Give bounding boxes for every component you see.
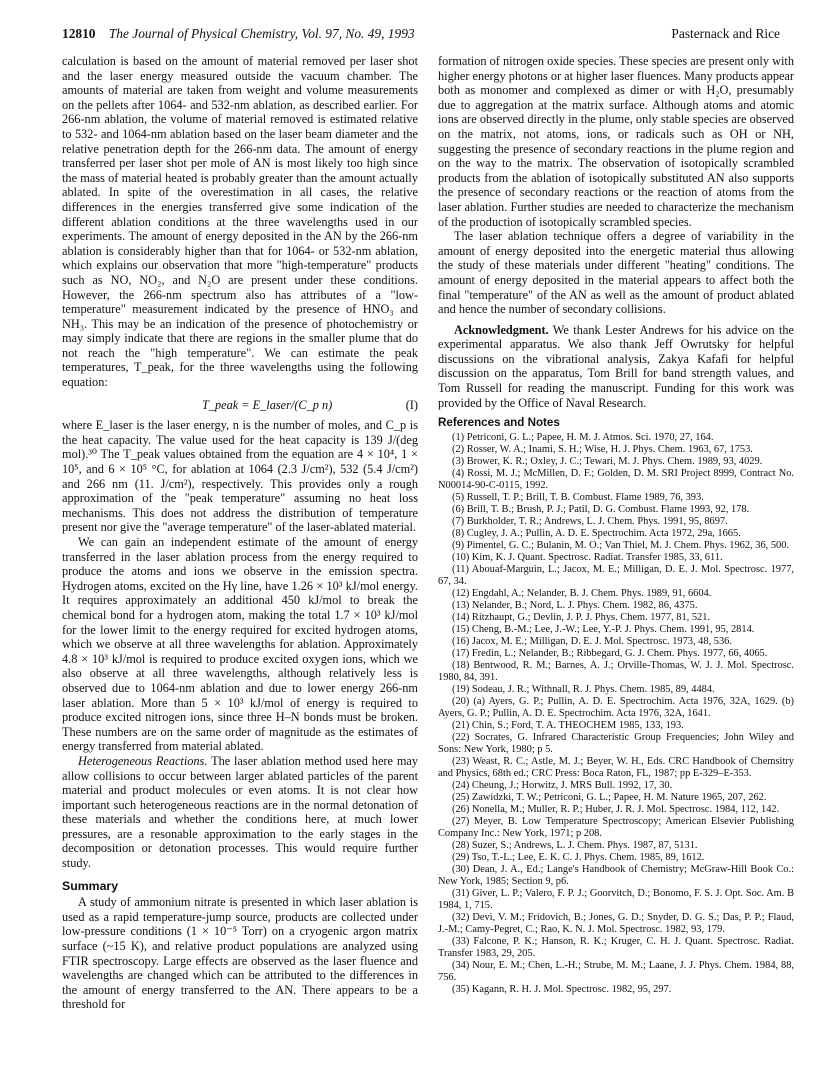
reference-item: (11) Abouaf-Marguin, L.; Jacox, M. E.; Milligan, D. E. J. Mol. Spectrosc. 1977, 67, 34. bbox=[438, 563, 794, 587]
left-column bbox=[62, 54, 418, 1012]
reference-item: (14) Ritzhaupt, G.; Devlin, J. P. J. Phys. Chem. 1977, 81, 521. bbox=[452, 611, 711, 623]
reference-item: (3) Brower, K. R.; Oxley, J. C.; Tewari, M. J. Phys. Chem. 1989, 93, 4029. bbox=[452, 455, 763, 467]
reference-item: (17) Fredin, L.; Nelander, B.; Ribbegard, G. J. Chem. Phys. 1977, 66, 4065. bbox=[452, 647, 768, 659]
reference-item: (30) Dean, J. A., Ed.; Lange's Handbook of Chemistry; McGraw-Hill Book Co.: New York, 1985; Section 9, p6. bbox=[438, 863, 794, 887]
journal-citation: The Journal of Physical Chemistry, Vol. 97, No. 49, 1993 bbox=[108, 26, 415, 41]
reference-item: (27) Meyer, B. Low Temperature Spectroscopy; American Elsevier Publishing Company Inc.: New York, 1971; p 208. bbox=[438, 815, 794, 839]
section-heading: Summary bbox=[62, 878, 119, 893]
reference-item: (29) Tso, T.-L.; Lee, E. K. C. J. Phys. Chem. 1985, 89, 1612. bbox=[452, 851, 705, 863]
references-heading: References and Notes bbox=[438, 416, 560, 430]
running-header bbox=[62, 26, 780, 46]
paragraph bbox=[438, 323, 794, 411]
reference-item: (1) Petriconi, G. L.; Papee, H. M. J. Atmos. Sci. 1970, 27, 164. bbox=[452, 431, 714, 443]
reference-item: (19) Sodeau, J. R.; Withnall, R. J. Phys. Chem. 1985, 89, 4484. bbox=[452, 683, 715, 695]
reference-item: (8) Cugley, J. A.; Pullin, A. D. E. Spectrochim. Acta 1972, 29a, 1665. bbox=[452, 527, 741, 539]
reference-item: (35) Kagann, R. H. J. Mol. Spectrosc. 1982, 95, 297. bbox=[452, 983, 672, 995]
reference-list bbox=[438, 432, 794, 996]
reference-item: (2) Rosser, W. A.; Inami, S. H.; Wise, H. J. Phys. Chem. 1963, 67, 1753. bbox=[452, 443, 753, 455]
reference-item: (26) Nonella, M.; Muller, R. P.; Huber, J. R. J. Mol. Spectrosc. 1984, 112, 142. bbox=[452, 803, 780, 815]
equation-text: T_peak = E_laser/(C_p n) bbox=[202, 397, 333, 412]
reference-item: (6) Brill, T. B.; Brush, P. J.; Patil, D. G. Combust. Flame 1993, 92, 178. bbox=[452, 503, 750, 515]
paragraph: A study of ammonium nitrate is presented in which laser ablation is used as a rapid temperature-jump source, products are collected under low-pressure conditions (1 × 10⁻⁵ Torr) on a cryogenic argon matrix surface (~15 K), and relative product populations are analyzed using FTIR spectroscopy. Large effects are observed as the laser fluence and wavelengths are changed which can be attributed to the differences in the amount of energy transferred to the AN. There appears to be a threshold for bbox=[62, 895, 418, 1012]
reference-item: (23) Weast, R. C.; Astle, M. J.; Beyer, W. H., Eds. CRC Handbook of Chemsitry and Physics, 68th ed.; CRC Press: Boca Raton, FL, 1987; pp E-329–E-353. bbox=[438, 755, 794, 779]
paragraph-text: The laser ablation method used here may allow collisions to occur between larger ablated particles of the parent material and product molecules or even atoms. It is not clear how important such heterogeneous reactions are in the normal detonation of these materials and whether the conditions here, at much lower pressures, are a resonable approximation to the early stages in the decomposition or detonation processes. This would require further study. bbox=[62, 753, 418, 871]
reference-item: (21) Chin, S.; Ford, T. A. THEOCHEM 1985, 133, 193. bbox=[452, 719, 684, 731]
reference-item: (10) Kim, K. J. Quant. Spectrosc. Radiat. Transfer 1985, 33, 611. bbox=[452, 551, 723, 563]
paragraph-text: We thank Lester Andrews for his advice on the experimental apparatus. We also thank Jeff Owrutsky for helpful discussions on the vibrational analysis, Zakya Kafafi for helpful discussion on the apparatus, Tom Brill for band strength values, and Tom Russell for reading the manuscript. Funding for this work was provided by the Office of Naval Research. bbox=[438, 322, 794, 410]
paragraph: calculation is based on the amount of material removed per laser shot and the laser energy measured outside the vacuum chamber. The amounts of material are taken from weight and volume measurements on the pellets after 1064- and 532-nm ablation, as described earlier. For 266-nm ablation, the volume of material removed is estimated relative to 532- and 1064-nm ablation based on the laser beam diameter and the relative penetration depth for the 266-nm data. The amount of energy transferred per laser shot per mole of AN is most likely too high since the mass of material heated is probably greater than the amount actually ablated. In spite of the overestimation in all cases, the relative differences in the energies transferred give some indication of the different ablation conditions at the three wavelengths used in our experiments. The amount of energy deposited in the AN by the 266-nm ablation is considerably higher than that for 1064- or 532-nm ablation, which explains our observation that more "high-temperature" products such as NO, NO₂, and N₂O are present under these conditions. However, the 266-nm spectrum also has attributes of a "low-temperature" measurement indicated by the presence of HNO₃ and NH₃. This may be an indication of the presence of photochemistry or may simply indicate that there are regions in the smaller plume that do not reach the "high temperature". We can estimate the peak temperatures, T_peak, for the three wavelengths using the following equation: bbox=[62, 54, 418, 390]
equation-number: (I) bbox=[405, 397, 418, 412]
reference-item: (33) Falcone, P. K.; Hanson, R. K.; Kruger, C. H. J. Quant. Spectrosc. Radiat. Transfer 1983, 29, 205. bbox=[438, 935, 794, 959]
reference-item: (25) Zawidzki, T. W.; Petriconi, G. L.; Papee, H. M. Nature 1965, 207, 262. bbox=[452, 791, 767, 803]
reference-item: (20) (a) Ayers, G. P.; Pullin, A. D. E. Spectrochim. Acta 1976, 32A, 1629. (b) Ayers, G. P.; Pullin, A. D. E. Spectrochim. Acta 1976, 32A, 1641. bbox=[438, 695, 794, 719]
right-column bbox=[438, 54, 794, 996]
reference-item: (5) Russell, T. P.; Brill, T. B. Combust. Flame 1989, 76, 393. bbox=[452, 491, 704, 503]
reference-item: (15) Cheng, B.-M.; Lee, J.-W.; Lee, Y.-P. J. Phys. Chem. 1991, 95, 2814. bbox=[452, 623, 755, 635]
reference-item: (4) Rossi, M. J.; McMillen, D. F.; Golden, D. M. SRI Project 8999, Contract No. N00014-90-C-0115, 1992. bbox=[438, 467, 794, 491]
paragraph bbox=[62, 754, 418, 871]
paragraph: We can gain an independent estimate of the amount of energy transferred in the laser ablation process from the energy required to produce the atoms and ions we observe in the emission spectra. Hydrogen atoms, excited on the Hγ line, have 1.26 × 10³ kJ/mol energy. It requires approximately an additional 450 kJ/mol to break the chemical bond for a hydrogen atom, making the total 1.7 × 10³ kJ/mol for the lower limit to the energy required for excited hydrogen atoms, which we observe at all three wavelengths for ablation. Approximately 4.8 × 10³ kJ/mol is required to produce excited oxygen ions, which we also observe at all three wavelengths, although relatively less is observed due to 1064-nm ablation and due to lower energy 266-nm laser ablation. More than 5 × 10³ kJ/mol of energy is required to produce excited nitrogen ions, since three H–N bonds must be broken. These numbers are on the same order of magnitude as the estimates of energy transferred from material ablated. bbox=[62, 535, 418, 754]
reference-item: (16) Jacox, M. E.; Milligan, D. E. J. Mol. Spectrosc. 1973, 48, 536. bbox=[452, 635, 732, 647]
reference-item: (22) Socrates, G. Infrared Characteristic Group Frequencies; John Wiley and Sons: New York, 1980; p 5. bbox=[438, 731, 794, 755]
reference-item: (12) Engdahl, A.; Nelander, B. J. Chem. Phys. 1989, 91, 6604. bbox=[452, 587, 712, 599]
reference-item: (24) Cheung, J.; Horwitz, J. MRS Bull. 1992, 17, 30. bbox=[452, 779, 673, 791]
reference-item: (9) Pimentel, G. C.; Bulanin, M. O.; Van Thiel, M. J. Chem. Phys. 1962, 36, 500. bbox=[452, 539, 790, 551]
runin-heading: Acknowledgment. bbox=[454, 322, 549, 337]
reference-item: (31) Giver, L. P.; Valero, F. P. J.; Goorvitch, D.; Bonomo, F. S. J. Opt. Soc. Am. B 1984, 1, 715. bbox=[438, 887, 794, 911]
paragraph: The laser ablation technique offers a degree of variability in the amount of energy deposited into the energetic material thus allowing the study of these materials under different "heating" conditions. The amount of energy deposited in the material appears to affect both the final "temperature" of the AN as well as the amount of product ablated and hence the number of secondary collisions. bbox=[438, 229, 794, 317]
paragraph: where E_laser is the laser energy, n is the number of moles, and C_p is the heat capacity. The value used for the heat capacity is 139 J/(deg mol).³⁰ The T_peak values obtained from the equation are 4 × 10⁴, 1 × 10⁵, and 6 × 10⁵ °C, for ablation at 1064 (2.3 J/cm²), 532 (5.4 J/cm²) and 266 nm (11. J/cm²), respectively. This provides only a rough approximation of the "peak temperature" assuming no heat loss mechanisms. This does not address the distribution of temperature present nor give the "average temperature" of the laser-ablated material. bbox=[62, 418, 418, 535]
reference-item: (13) Nelander, B.; Nord, L. J. Phys. Chem. 1982, 86, 4375. bbox=[452, 599, 698, 611]
reference-item: (18) Bentwood, R. M.; Barnes, A. J.; Orville-Thomas, W. J. J. Mol. Spectrosc. 1980, 84, 391. bbox=[438, 659, 794, 683]
reference-item: (7) Burkholder, T. R.; Andrews, L. J. Chem. Phys. 1991, 95, 8697. bbox=[452, 515, 728, 527]
reference-item: (34) Nour, E. M.; Chen, L.-H.; Strube, M. M.; Laane, J. J. Phys. Chem. 1984, 88, 756. bbox=[438, 959, 794, 983]
reference-item: (28) Suzer, S.; Andrews, L. J. Chem. Phys. 1987, 87, 5131. bbox=[452, 839, 698, 851]
page-number: 12810 bbox=[62, 26, 96, 41]
equation bbox=[62, 398, 418, 413]
runin-heading: Heterogeneous Reactions. bbox=[78, 753, 208, 768]
paragraph: formation of nitrogen oxide species. These species are present only with higher energy photons or at higher laser fluences. Many products appear both as monomer and complexed as dimer or with H₂O, presumably due to aggregation at the matrix surface. Although atoms and atomic ions are observed directly in the plume, only stable species are observed on the matrix, not atoms, ions, or radicals such as OH or NH, suggesting the presence of secondary reactions in the plume region and on the way to the matrix. The observation of isotopically scrambled products from the ablation of isotopically substituted AN also supports the presence of secondary reactions or the reaction of atoms from the laser ablation. Further studies are needed to characterize the mechanism of the production of isotopically scrambled species. bbox=[438, 54, 794, 229]
running-authors: Pasternack and Rice bbox=[671, 26, 780, 41]
reference-item: (32) Devi, V. M.; Fridovich, B.; Jones, G. D.; Snyder, D. G. S.; Das, P. P.; Flaud, J.-M.; Camy-Pegret, C.; Rao, K. N. J. Mol. Spectrosc. 1982, 93, 179. bbox=[438, 911, 794, 935]
